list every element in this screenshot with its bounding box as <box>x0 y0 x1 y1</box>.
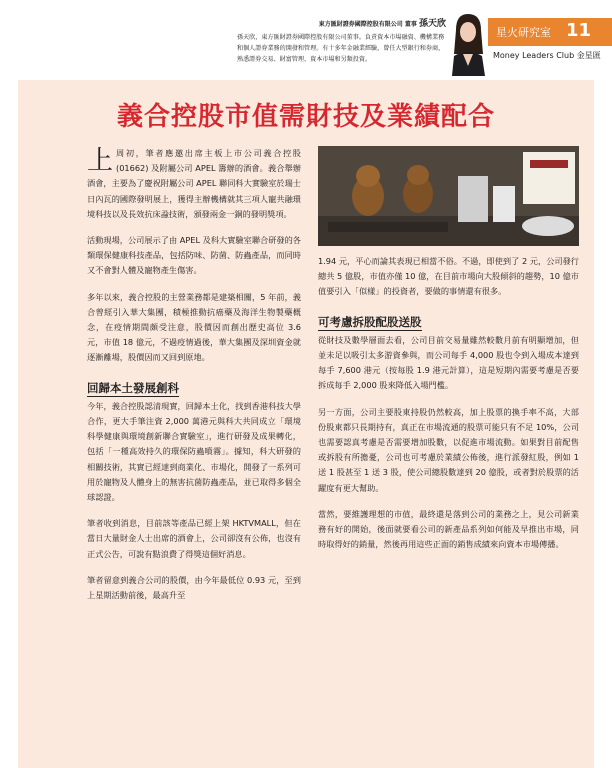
drop-cap: 上 <box>87 146 114 176</box>
paragraph: 另一方面，公司主要股東持股仍然較高，加上股票的換手率不高，大部份股東都只長期持有，真正在市場流通的股票可能只有不足 10%，公司也需要認真考慮是否需要增加股數，以促進市場流動。如果對目前配售或拆股有所擔憂，公司也可考慮於業績公佈後，進行派發紅股，例如 1 送 1 股甚至 1 送 3 股，使公司總股數達到 20 億股，或者對於股票的活躍度有更大幫助。 <box>318 406 579 493</box>
author-line <box>284 16 446 29</box>
page-number: 11 <box>566 20 592 41</box>
paragraph: 多年以來，義合控股的主營業務都是建築相關，5 年前，義合曾經引入華大集團，積極推動抗癌藥及海洋生物製藥概念，在疫情期間頗受注意，股價因而創出歷史高位 3.6 元，市值 18 億元，不過疫情過後，華大集團及深圳資金就逐漸離場，股價因而又回到原地。 <box>87 291 301 363</box>
event-photo-drawing <box>318 146 579 246</box>
subheading: 可考慮拆股配股送股 <box>318 315 422 331</box>
page-header <box>0 0 612 78</box>
paragraph: 當然，要維護理想的市值，最終還是落到公司的業務之上，見公司新業務有好的開始，後面就要看公司的新產品系列如何能及早推出市場，同時取得好的銷量，然後再用這些正面的銷售成績來向資本市場傳播。 <box>318 508 579 550</box>
author-name: 孫天欣 <box>418 19 446 29</box>
paragraph: 今年，義合控股認清現實，回歸本土化，找到香港科技大學合作，更大手筆注資 2,000 萬港元與科大共同成立「環境科學健康與環境創新聯合實驗室」，進行研發及成果轉化，包括「一種高效持久的環保防蟲噴霧」。據知，科大研發的相關技術，其實已經達到商業化、市場化，開發了一系列可用於寵物及人體身上的無害抗菌防蟲產品，並已取得多個全球認證。 <box>87 400 301 503</box>
paragraph: 1.94 元，平心而論其表現已相當不俗。不過，即使到了 2 元，公司發行總共 5 億股，市值亦僅 10 億，在目前市場向大股傾斜的趨勢，10 億市值要引入「似樣」的投資者，要做的事情還有很多。 <box>318 256 579 297</box>
paragraph: 筆者留意到義合公司的股價，由今年最低位 0.93 元，至到上星期活動前後，最高升至 <box>87 574 301 601</box>
article-title: 義合控股市值需財技及業績配合 <box>116 102 495 132</box>
section-label: 星火研究室 <box>496 26 551 39</box>
paragraph: 筆者收到消息，目前該等產品已經上架 HKTVMALL，但在當日大量財金人士出席的酒會上，公司卻沒有公佈，也沒有正式公告，可說有點浪費了得獎這個好消息。 <box>87 518 301 559</box>
author-title: 東方匯財證券國際控股有限公司 董事 <box>318 21 417 28</box>
column-left <box>87 146 301 614</box>
author-bio: 孫天欣，東方匯財證券國際控股有限公司董事。負責資本市場融資、機構業務和個人證券業務的開發和管理。有十多年金融業經驗，曾任大型銀行和券商，熟悉證券交易、財富管理、資本市場和另類投資。 <box>237 34 445 63</box>
club-label: Money Leaders Club 金星匯 <box>493 51 601 60</box>
event-photo <box>318 146 579 246</box>
paragraph: 從財技及數學層面去看，公司目前交易量雖然較數月前有明顯增加，但並未足以吸引太多游資參與，而公司每手 4,000 股也令到入場成本達到每手 7,600 港元（按每股 1.9 港元計算），這是短期內需要考慮是否要拆成每手 2,000 股來降低入場門檻。 <box>318 334 579 391</box>
author-portrait <box>448 10 488 76</box>
subheading: 回歸本土發展創科 <box>87 381 179 397</box>
column-right <box>318 254 579 563</box>
paragraph: 上周初，筆者應邀出席主板上市公司義合控股 (01662) 及附屬公司 APEL 籌辦的酒會。義合舉辦酒會，主要為了慶祝附屬公司 APEL 聯同科大實驗室於瑞士日內瓦的國際發明展上，獲得主辦機構就其三項人寵共融環境科技以及長效抗床蝨技術，頒發兩金一銅的發明獎項。 <box>87 146 301 219</box>
paragraph: 活動現場，公司展示了由 APEL 及科大實驗室聯合研發的各類環保健康科技產品，包括防味、防菌、防蟲產品，而同時又不會對人體及寵物產生傷害。 <box>87 235 301 276</box>
